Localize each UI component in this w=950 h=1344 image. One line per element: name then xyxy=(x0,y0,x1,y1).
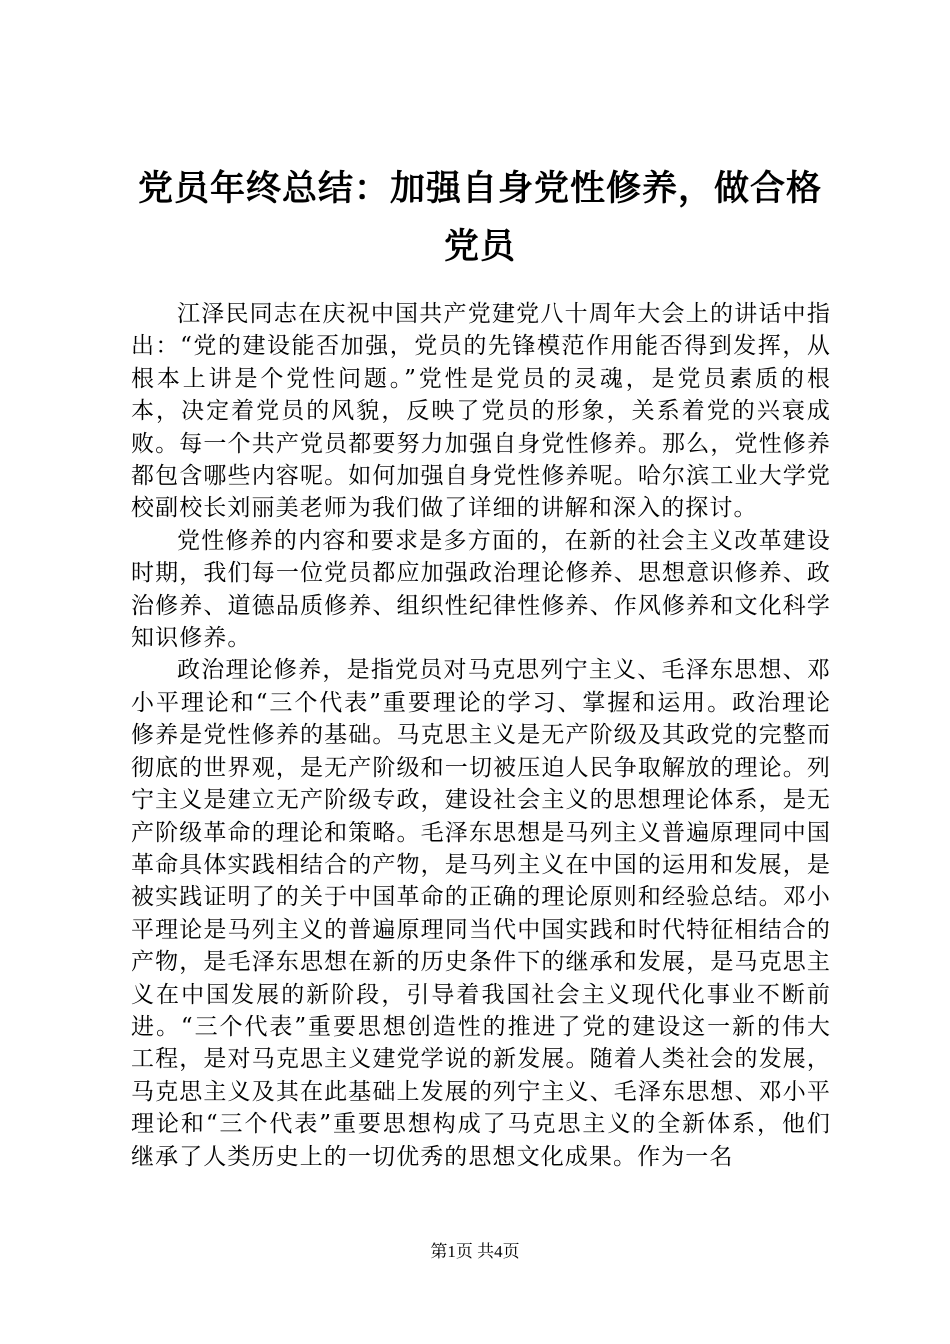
page-footer: 第1页 共4页 xyxy=(430,1242,520,1261)
document-title: 党员年终总结：加强自身党性修养，做合格党员 xyxy=(137,169,822,267)
document-body xyxy=(131,298,831,1173)
paragraph-1: 江泽民同志在庆祝中国共产党建党八十周年大会上的讲话中指出：“党的建设能否加强，党员的先锋模范作用能否得到发挥，从根本上讲是个党性问题。”党性是党员的灵魂，是党员素质的根本，决定着党员的风貌，反映了党员的形象，关系着党的兴衰成败。每一个共产党员都要努力加强自身党性修养。那么，党性修养都包含哪些内容呢。如何加强自身党性修养呢。哈尔滨工业大学党校副校长刘丽美老师为我们做了详细的讲解和深入的探讨。 xyxy=(131,301,831,522)
paragraph-2: 党性修养的内容和要求是多方面的，在新的社会主义改革建设时期，我们每一位党员都应加强政治理论修养、思想意识修养、政治修养、道德品质修养、组织性纪律性修养、作风修养和文化科学知识修养。 xyxy=(131,527,831,652)
paragraph-3: 政治理论修养，是指党员对马克思列宁主义、毛泽东思想、邓小平理论和“三个代表”重要理论的学习、掌握和运用。政治理论修养是党性修养的基础。马克思主义是无产阶级及其政党的完整而彻底的世界观，是无产阶级和一切被压迫人民争取解放的理论。列宁主义是建立无产阶级专政，建设社会主义的思想理论体系，是无产阶级革命的理论和策略。毛泽东思想是马列主义普遍原理同中国革命具体实践相结合的产物，是马列主义在中国的运用和发展，是被实践证明了的关于中国革命的正确的理论原则和经验总结。邓小平理论是马列主义的普遍原理同当代中国实践和时代特征相结合的产物，是毛泽东思想在新的历史条件下的继承和发展，是马克思主义在中国发展的新阶段，引导着我国社会主义现代化事业不断前进。“三个代表”重要思想创造性的推进了党的建设这一新的伟大工程，是对马克思主义建党学说的新发展。随着人类社会的发展，马克思主义及其在此基础上发展的列宁主义、毛泽东思想、邓小平理论和“三个代表”重要思想构成了马克思主义的全新体系，他们继承了人类历史上的一切优秀的思想文化成果。作为一名 xyxy=(131,657,831,1170)
